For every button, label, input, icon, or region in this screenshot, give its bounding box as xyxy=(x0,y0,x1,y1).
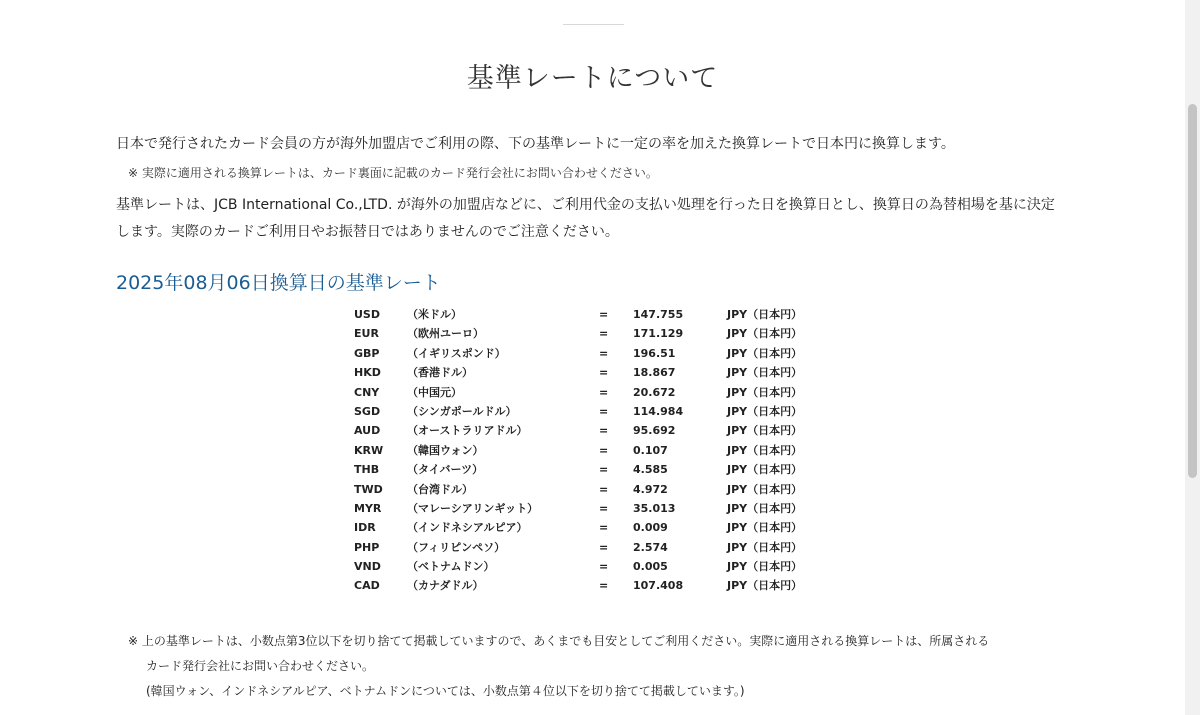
footnote-line-1: ※ 上の基準レートは、小数点第3位以下を切り捨てて掲載していますので、あくまでも目安としてご利用ください。実際に適用される換算レートは、所属される xyxy=(128,634,990,648)
rate-unit: JPY（日本円） xyxy=(727,443,803,457)
currency-code: KRW xyxy=(354,443,384,457)
rate-value: 114.984 xyxy=(633,404,684,418)
intro-text: 日本で発行されたカード会員の方が海外加盟店でご利用の際、下の基準レートに一定の率を加えた換算レートで日本円に換算します。 xyxy=(116,136,955,152)
rate-value: 18.867 xyxy=(633,366,676,380)
footnote-line-3: (韓国ウォン、インドネシアルピア、ベトナムドンについては、小数点第４位以下を切り捨てて掲載しています。) xyxy=(146,684,745,698)
equals-sign: = xyxy=(599,501,609,515)
rate-unit: JPY（日本円） xyxy=(727,404,803,418)
rate-unit: JPY（日本円） xyxy=(727,463,803,477)
currency-code: HKD xyxy=(354,366,381,380)
currency-code: MYR xyxy=(354,501,382,515)
page-title: 基準レートについて xyxy=(466,63,719,94)
rate-value: 0.005 xyxy=(633,560,668,574)
rate-value: 147.755 xyxy=(633,308,684,321)
currency-name: （ベトナムドン） xyxy=(407,560,495,574)
currency-code: AUD xyxy=(354,424,381,438)
equals-sign: = xyxy=(599,366,609,380)
currency-name: （インドネシアルピア） xyxy=(407,521,528,535)
currency-code: IDR xyxy=(354,521,376,535)
equals-sign: = xyxy=(599,443,609,457)
currency-code: CAD xyxy=(354,579,380,593)
rate-unit: JPY（日本円） xyxy=(727,308,803,321)
top-divider xyxy=(563,24,624,25)
rate-unit: JPY（日本円） xyxy=(727,327,803,341)
currency-code: SGD xyxy=(354,404,381,418)
currency-code: USD xyxy=(354,308,380,321)
rate-unit: JPY（日本円） xyxy=(727,482,803,496)
equals-sign: = xyxy=(599,482,609,496)
rate-value: 2.574 xyxy=(633,540,668,554)
rate-unit: JPY（日本円） xyxy=(727,501,803,515)
equals-sign: = xyxy=(599,404,609,418)
rate-unit: JPY（日本円） xyxy=(727,385,803,399)
currency-code: VND xyxy=(354,560,381,574)
rate-unit: JPY（日本円） xyxy=(727,346,803,360)
currency-code: TWD xyxy=(354,482,383,496)
currency-name: （香港ドル） xyxy=(407,366,473,380)
currency-name: （カナダドル） xyxy=(407,579,484,593)
currency-name: （タイバーツ） xyxy=(407,463,484,477)
rate-value: 4.972 xyxy=(633,482,668,496)
rate-value: 107.408 xyxy=(633,579,684,593)
rate-unit: JPY（日本円） xyxy=(727,560,803,574)
currency-code: EUR xyxy=(354,327,379,341)
rate-value: 196.51 xyxy=(633,346,676,360)
rate-unit: JPY（日本円） xyxy=(727,424,803,438)
equals-sign: = xyxy=(599,346,609,360)
rate-value: 0.009 xyxy=(633,521,668,535)
footnote-line-2: カード発行会社にお問い合わせください。 xyxy=(146,659,375,673)
equals-sign: = xyxy=(599,308,609,321)
equals-sign: = xyxy=(599,540,609,554)
currency-name: （台湾ドル） xyxy=(407,482,473,496)
equals-sign: = xyxy=(599,463,609,477)
rate-value: 95.692 xyxy=(633,424,676,438)
equals-sign: = xyxy=(599,385,609,399)
currency-code: CNY xyxy=(354,385,380,399)
footnote xyxy=(128,629,989,704)
currency-name: （中国元） xyxy=(407,385,462,399)
equals-sign: = xyxy=(599,579,609,593)
equals-sign: = xyxy=(599,424,609,438)
basis-text: 基準レートは、JCB International Co.,LTD. が海外の加盟店などに、ご利用代金の支払い処理を行った日を換算日とし、換算日の為替相場を基に決定します。実際のカードご利用日やお振替日ではありませんのでご注意ください。 xyxy=(116,197,1055,240)
rate-unit: JPY（日本円） xyxy=(727,579,803,593)
currency-name: （オーストラリアドル） xyxy=(407,424,528,438)
rate-value: 0.107 xyxy=(633,443,668,457)
rate-unit: JPY（日本円） xyxy=(727,366,803,380)
rate-unit: JPY（日本円） xyxy=(727,521,803,535)
currency-code: GBP xyxy=(354,346,380,360)
section-title: 2025年08月06日換算日の基準レート xyxy=(116,272,441,294)
currency-name: （韓国ウォン） xyxy=(407,443,484,457)
scrollbar-thumb[interactable] xyxy=(1188,104,1197,478)
rate-value: 4.585 xyxy=(633,463,668,477)
equals-sign: = xyxy=(599,560,609,574)
currency-name: （シンガポールドル） xyxy=(407,404,517,418)
currency-code: PHP xyxy=(354,540,380,554)
equals-sign: = xyxy=(599,327,609,341)
equals-sign: = xyxy=(599,521,609,535)
currency-name: （欧州ユーロ） xyxy=(407,327,484,341)
intro-note: ※ 実際に適用される換算レートは、カード裏面に記載のカード発行会社にお問い合わせください。 xyxy=(128,166,658,180)
rate-unit: JPY（日本円） xyxy=(727,540,803,554)
currency-name: （フィリピンペソ） xyxy=(407,540,506,554)
currency-name: （イギリスポンド） xyxy=(407,346,506,360)
currency-code: THB xyxy=(354,463,380,477)
currency-name: （マレーシアリンギット） xyxy=(407,501,539,515)
vertical-scrollbar[interactable] xyxy=(1185,0,1200,715)
rate-value: 20.672 xyxy=(633,385,676,399)
rate-value: 171.129 xyxy=(633,327,684,341)
rate-value: 35.013 xyxy=(633,501,676,515)
currency-name: （米ドル） xyxy=(407,308,462,321)
